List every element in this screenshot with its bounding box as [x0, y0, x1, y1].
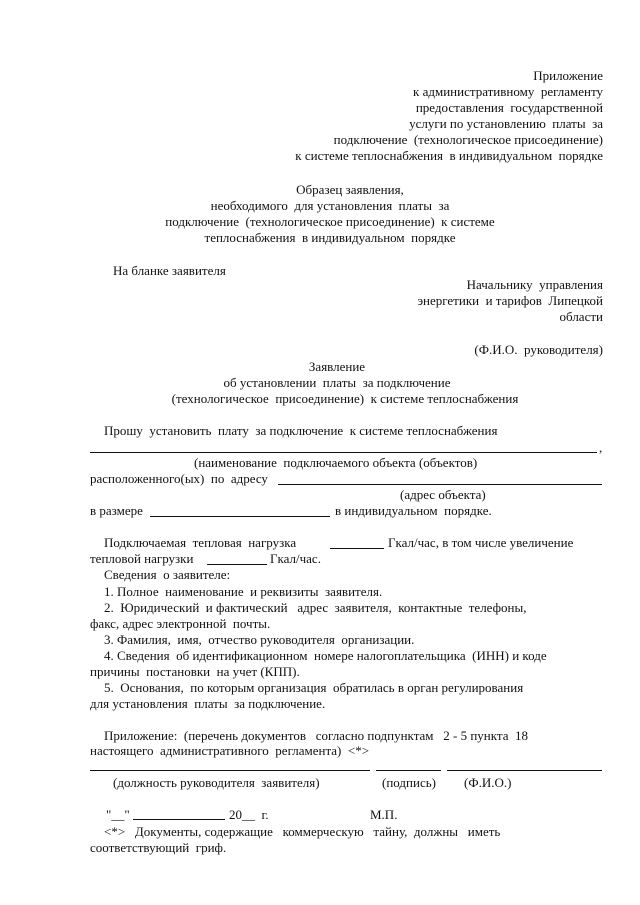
request-line: Прошу установить плату за подключение к системе теплоснабжения [104, 423, 498, 438]
position-blank [90, 770, 370, 771]
attachment-line: Приложение: (перечень документов согласно подпунктам 2 - 5 пункта 18 [104, 728, 529, 743]
applicant-item: 1. Полное наименование и реквизиты заявителя. [104, 584, 383, 599]
appendix-line: Приложение [533, 68, 603, 83]
letterhead-note: На бланке заявителя [113, 263, 226, 278]
sample-title-line: необходимого для установления платы за [210, 198, 450, 213]
amount-blank [150, 516, 330, 517]
applicant-item: 5. Основания, по которым организация обратилась в орган регулирования [104, 680, 524, 695]
addressee-name-hint: (Ф.И.О. руководителя) [474, 342, 603, 357]
object-name-blank [90, 452, 597, 453]
load-line-1-prefix: Подключаемая тепловая нагрузка [104, 535, 297, 550]
load-blank-1 [330, 548, 384, 549]
applicant-info-title: Сведения о заявителе: [104, 567, 231, 582]
sample-title-line: теплоснабжения в индивидуальном порядке [204, 230, 456, 245]
load-line-1-suffix: Гкал/час, в том числе увеличение [388, 535, 574, 550]
sample-title-line: подключение (технологическое присоединение) к системе [165, 214, 495, 229]
footnote-line: <*> Документы, содержащие коммерческую тайну, должны иметь [104, 824, 501, 839]
attachment-line: настоящего административного регламента) <*> [90, 743, 370, 758]
date-quote-open: " [106, 807, 112, 822]
load-line-2-prefix: тепловой нагрузки [90, 551, 194, 566]
appendix-line: к административному регламенту [413, 84, 603, 99]
applicant-item: факс, адрес электронной почты. [90, 616, 271, 631]
footnote-line: соответствующий гриф. [90, 840, 227, 855]
located-at-label: расположенного(ых) по адресу [90, 471, 268, 486]
appendix-line: подключение (технологическое присоединение) [333, 132, 603, 147]
addressee-line: Начальнику управления [466, 277, 603, 292]
signature-blank [376, 770, 441, 771]
appendix-line: к системе теплоснабжения в индивидуальном порядке [295, 148, 603, 163]
amount-prefix: в размере [90, 503, 143, 518]
position-hint: (должность руководителя заявителя) [113, 775, 320, 790]
addressee-line: энергетики и тарифов Липецкой [417, 293, 603, 308]
full-name-blank [447, 770, 602, 771]
amount-suffix: в индивидуальном порядке. [335, 503, 492, 518]
statement-title-line: Заявление [308, 359, 366, 374]
applicant-item: для установления платы за подключение. [90, 696, 326, 711]
object-name-hint: (наименование подключаемого объекта (объектов) [194, 455, 478, 470]
address-blank [278, 484, 602, 485]
signature-hint: (подпись) [382, 775, 436, 790]
statement-title-line: об установлении платы за подключение [223, 375, 451, 390]
address-hint: (адрес объекта) [400, 487, 486, 502]
comma: , [599, 440, 603, 455]
date-day-blank: __ [111, 807, 125, 822]
applicant-item: 4. Сведения об идентификационном номере налогоплательщика (ИНН) и коде [104, 648, 547, 663]
date-year: 20__ г. [229, 807, 269, 822]
date-day [106, 807, 130, 822]
date-quote-close: " [124, 807, 130, 822]
addressee-line: области [559, 309, 603, 324]
full-name-hint: (Ф.И.О.) [464, 775, 512, 790]
applicant-item: 2. Юридический и фактический адрес заявителя, контактные телефоны, [104, 600, 527, 615]
applicant-item: 3. Фамилия, имя, отчество руководителя организации. [104, 632, 415, 647]
stamp-placeholder: М.П. [370, 807, 398, 822]
statement-title-line: (технологическое присоединение) к системе теплоснабжения [171, 391, 519, 406]
sample-title-line: Образец заявления, [296, 182, 404, 197]
applicant-item: причины постановки на учет (КПП). [90, 664, 300, 679]
load-blank-2 [207, 564, 267, 565]
load-line-2-suffix: Гкал/час. [270, 551, 321, 566]
appendix-line: услуги по установлению платы за [409, 116, 603, 131]
appendix-line: предоставления государственной [415, 100, 603, 115]
date-month-blank [133, 819, 225, 820]
